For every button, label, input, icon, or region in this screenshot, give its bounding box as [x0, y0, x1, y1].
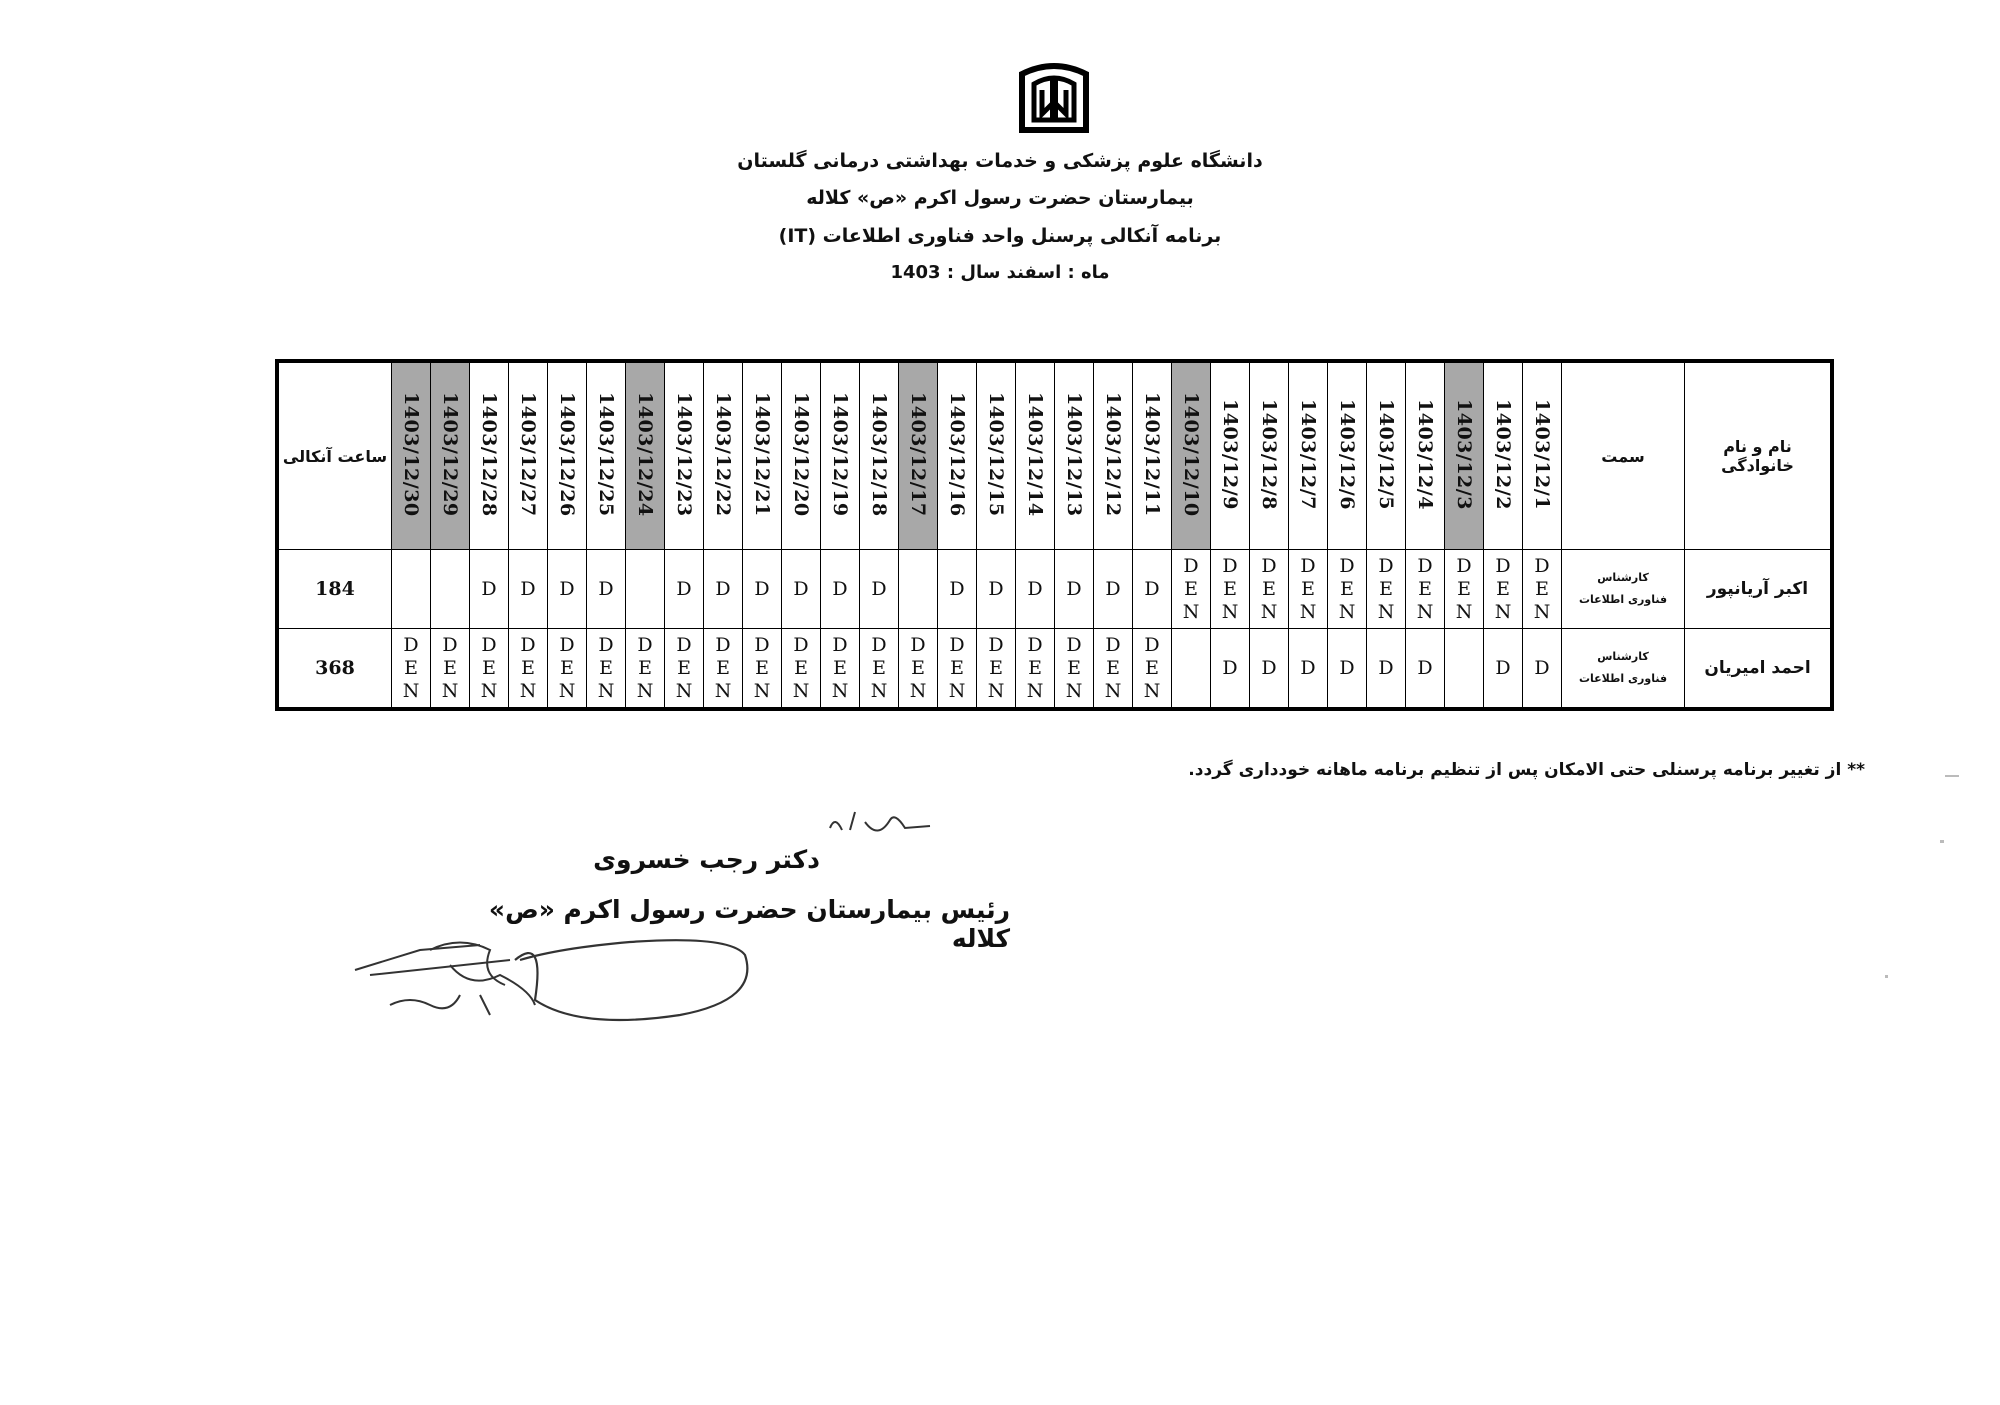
employee-name: اکبر آریانپور	[1685, 550, 1833, 629]
table-row	[277, 629, 1832, 710]
schedule-table	[275, 359, 1834, 711]
university-logo-icon	[1016, 62, 1092, 138]
shift-cell: D	[782, 550, 821, 629]
date-header	[1406, 361, 1445, 550]
shift-cell: D E N	[704, 629, 743, 710]
shift-cell: D E N	[1016, 629, 1055, 710]
shift-cell: D	[977, 550, 1016, 629]
shift-cell: D	[860, 550, 899, 629]
date-header	[860, 361, 899, 550]
date-header	[509, 361, 548, 550]
date-header	[1016, 361, 1055, 550]
hospital-name: بیمارستان حضرت رسول اکرم «ص» کلاله	[806, 187, 1194, 209]
date-header	[587, 361, 626, 550]
date-header	[899, 361, 938, 550]
date-header	[977, 361, 1016, 550]
shift-cell: D E N	[1328, 550, 1367, 629]
shift-cell: D	[938, 550, 977, 629]
scan-mark	[1940, 840, 1944, 843]
shift-cell: D	[470, 550, 509, 629]
shift-cell: D E N	[1094, 629, 1133, 710]
date-label: 1403/12/11	[1141, 391, 1163, 517]
role-line2: فناوری اطلاعات	[1578, 593, 1668, 606]
header-hours: ساعت آنکالی	[277, 361, 392, 550]
date-label: 1403/12/26	[556, 391, 578, 517]
date-label: 1403/12/1	[1531, 398, 1553, 510]
shift-cell: D E N	[509, 629, 548, 710]
shift-cell: D E N	[1367, 550, 1406, 629]
scan-mark	[1945, 775, 1959, 777]
shift-cell: D	[1406, 629, 1445, 710]
date-label: 1403/12/16	[946, 391, 968, 517]
shift-cell: D	[743, 550, 782, 629]
date-header	[1133, 361, 1172, 550]
date-label: 1403/12/19	[829, 391, 851, 517]
date-label: 1403/12/4	[1414, 398, 1436, 510]
table-header-row	[277, 361, 1832, 550]
date-label: 1403/12/7	[1297, 398, 1319, 510]
date-label: 1403/12/25	[595, 391, 617, 517]
shift-cell: D	[1328, 629, 1367, 710]
month-year: ماه : اسفند سال : 1403	[890, 262, 1110, 283]
date-label: 1403/12/30	[400, 391, 422, 517]
date-label: 1403/12/21	[751, 391, 773, 517]
date-header	[470, 361, 509, 550]
date-label: 1403/12/2	[1492, 398, 1514, 510]
date-label: 1403/12/9	[1219, 398, 1241, 510]
shift-cell: D	[1211, 629, 1250, 710]
date-header	[1445, 361, 1484, 550]
shift-cell	[626, 550, 665, 629]
date-label: 1403/12/24	[634, 391, 656, 517]
date-header	[938, 361, 977, 550]
shift-cell: D E N	[782, 629, 821, 710]
role-line2: فناوری اطلاعات	[1578, 672, 1668, 685]
date-label: 1403/12/12	[1102, 391, 1124, 517]
oncall-hours: 368	[277, 629, 392, 710]
shift-cell: D	[1016, 550, 1055, 629]
shift-cell: D E N	[587, 629, 626, 710]
date-label: 1403/12/10	[1180, 391, 1202, 517]
shift-cell: D	[548, 550, 587, 629]
date-label: 1403/12/29	[439, 391, 461, 517]
shift-cell	[1445, 629, 1484, 710]
date-header	[821, 361, 860, 550]
schedule-note: ** از تغییر برنامه پرسنلی حتی الامکان پس از تنظیم برنامه ماهانه خودداری گردد.	[1188, 760, 1865, 780]
shift-cell: D	[1523, 629, 1562, 710]
oncall-hours: 184	[277, 550, 392, 629]
shift-cell: D	[1250, 629, 1289, 710]
date-label: 1403/12/15	[985, 391, 1007, 517]
date-label: 1403/12/8	[1258, 398, 1280, 510]
date-label: 1403/12/14	[1024, 391, 1046, 517]
date-header	[548, 361, 587, 550]
shift-cell: D	[821, 550, 860, 629]
date-label: 1403/12/17	[907, 391, 929, 517]
shift-cell: D	[509, 550, 548, 629]
date-header	[1328, 361, 1367, 550]
date-label: 1403/12/28	[478, 391, 500, 517]
shift-cell: D	[1289, 629, 1328, 710]
date-label: 1403/12/6	[1336, 398, 1358, 510]
shift-cell	[1172, 629, 1211, 710]
date-header	[704, 361, 743, 550]
date-header	[1055, 361, 1094, 550]
date-label: 1403/12/27	[517, 391, 539, 517]
shift-cell: D	[587, 550, 626, 629]
date-header	[1211, 361, 1250, 550]
shift-cell: D E N	[821, 629, 860, 710]
schedule-table-container	[275, 359, 1834, 711]
signatory-name: دکتر رجب خسروی	[593, 845, 820, 874]
shift-cell: D	[1484, 629, 1523, 710]
date-header	[392, 361, 431, 550]
shift-cell	[899, 550, 938, 629]
shift-cell: D E N	[470, 629, 509, 710]
date-header	[1484, 361, 1523, 550]
date-header	[431, 361, 470, 550]
date-label: 1403/12/13	[1063, 391, 1085, 517]
date-label: 1403/12/18	[868, 391, 890, 517]
signatory-title: رئیس بیمارستان حضرت رسول اکرم «ص» کلاله	[488, 895, 1010, 953]
date-header	[1523, 361, 1562, 550]
date-header	[1289, 361, 1328, 550]
shift-cell: D E N	[860, 629, 899, 710]
shift-cell: D E N	[1211, 550, 1250, 629]
shift-cell: D E N	[1406, 550, 1445, 629]
shift-cell: D E N	[1523, 550, 1562, 629]
university-name: دانشگاه علوم پزشکی و خدمات بهداشتی درمانی گلستان	[737, 150, 1263, 172]
shift-cell: D E N	[938, 629, 977, 710]
shift-cell: D E N	[1133, 629, 1172, 710]
shift-cell: D E N	[1055, 629, 1094, 710]
date-header	[626, 361, 665, 550]
shift-cell: D	[665, 550, 704, 629]
shift-cell: D	[704, 550, 743, 629]
shift-cell: D E N	[899, 629, 938, 710]
date-label: 1403/12/20	[790, 391, 812, 517]
schedule-title: برنامه آنکالی پرسنل واحد فناوری اطلاعات (IT)	[778, 225, 1222, 247]
date-label: 1403/12/3	[1453, 398, 1475, 510]
shift-cell: D E N	[1289, 550, 1328, 629]
role-line1: کارشناس	[1597, 650, 1649, 663]
shift-cell: D	[1094, 550, 1133, 629]
date-header	[743, 361, 782, 550]
date-header	[1172, 361, 1211, 550]
shift-cell	[431, 550, 470, 629]
table-body	[277, 550, 1832, 710]
date-header	[1094, 361, 1133, 550]
date-label: 1403/12/5	[1375, 398, 1397, 510]
shift-cell: D E N	[392, 629, 431, 710]
date-header	[782, 361, 821, 550]
shift-cell: D E N	[1484, 550, 1523, 629]
shift-cell: D E N	[1250, 550, 1289, 629]
date-header	[1367, 361, 1406, 550]
shift-cell: D	[1133, 550, 1172, 629]
shift-cell: D E N	[1172, 550, 1211, 629]
role-cell	[1562, 550, 1685, 629]
date-label: 1403/12/22	[712, 391, 734, 517]
shift-cell: D	[1367, 629, 1406, 710]
shift-cell: D	[1055, 550, 1094, 629]
date-header	[665, 361, 704, 550]
table-row	[277, 550, 1832, 629]
shift-cell: D E N	[431, 629, 470, 710]
shift-cell: D E N	[1445, 550, 1484, 629]
shift-cell: D E N	[665, 629, 704, 710]
shift-cell: D E N	[548, 629, 587, 710]
role-line1: کارشناس	[1597, 571, 1649, 584]
header-name: نام و نام خانوادگی	[1685, 361, 1833, 550]
shift-cell	[392, 550, 431, 629]
employee-name: احمد امیریان	[1685, 629, 1833, 710]
role-cell	[1562, 629, 1685, 710]
shift-cell: D E N	[977, 629, 1016, 710]
date-label: 1403/12/23	[673, 391, 695, 517]
shift-cell: D E N	[743, 629, 782, 710]
header-role: سمت	[1562, 361, 1685, 550]
scan-mark	[1885, 975, 1888, 978]
shift-cell: D E N	[626, 629, 665, 710]
date-header	[1250, 361, 1289, 550]
